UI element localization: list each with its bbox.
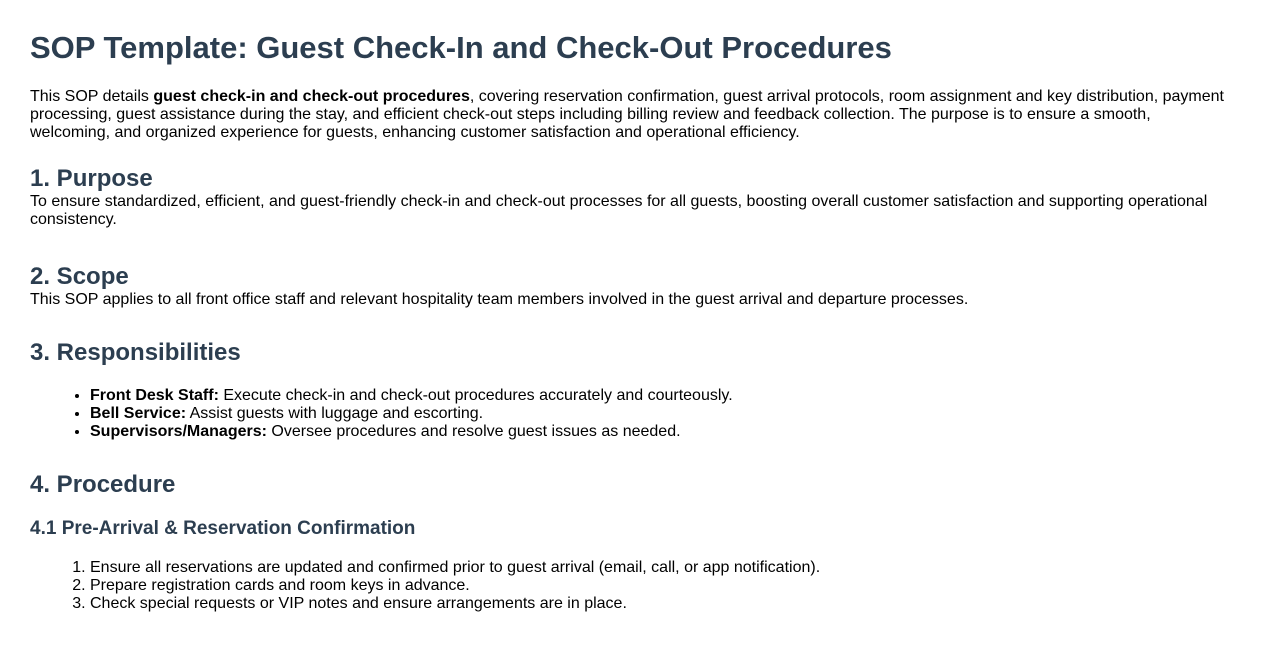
subsection-heading: 4.1 Pre-Arrival & Reservation Confirmation bbox=[30, 518, 416, 539]
scope-text: This SOP applies to all front office staff and relevant hospitality team members involved in the guest arrival and departure processes. bbox=[30, 291, 969, 308]
purpose-text: To ensure standardized, efficient, and guest-friendly check-in and check-out processes for all guests, boosting overall customer satisfaction and supporting operational consistency. bbox=[30, 193, 1208, 228]
role-description: Assist guests with luggage and escorting. bbox=[186, 405, 484, 422]
scope-heading: 2. Scope bbox=[30, 263, 129, 290]
role-description: Execute check-in and check-out procedures accurately and courteously. bbox=[218, 387, 733, 404]
responsibilities-heading: 3. Responsibilities bbox=[30, 339, 241, 366]
role-description: Oversee procedures and resolve guest issues as needed. bbox=[266, 423, 681, 440]
intro-suffix: , covering reservation confirmation, guest arrival protocols, room assignment and key distribution, payment processing, guest assistance during the stay, and efficient check-out steps including billing review and feedback collection. The purpose is to ensure a smooth, welcoming, and organized experience for guests, enhancing customer satisfaction and operational efficiency. bbox=[30, 88, 1224, 141]
responsibilities-list bbox=[30, 387, 1233, 441]
intro-paragraph bbox=[30, 88, 1233, 142]
intro-prefix: This SOP details bbox=[30, 88, 154, 105]
role-label: Front Desk Staff: bbox=[90, 387, 219, 404]
intro-bold: guest check-in and check-out procedures bbox=[153, 88, 470, 105]
list-item bbox=[90, 405, 1233, 423]
procedure-heading: 4. Procedure bbox=[30, 471, 176, 498]
list-item bbox=[90, 423, 1233, 441]
list-item: 1. Ensure all reservations are updated and confirmed prior to guest arrival (email, call, or app notification). bbox=[90, 559, 1233, 577]
page-title: SOP Template: Guest Check-In and Check-Out Procedures bbox=[30, 30, 892, 65]
list-item: 3. Check special requests or VIP notes and ensure arrangements are in place. bbox=[90, 595, 1233, 613]
purpose-heading: 1. Purpose bbox=[30, 165, 153, 192]
list-item: 2. Prepare registration cards and room keys in advance. bbox=[90, 577, 1233, 595]
role-label: Bell Service: bbox=[90, 405, 187, 422]
list-item bbox=[90, 387, 1233, 405]
procedure-steps-list bbox=[30, 559, 1233, 613]
role-label: Supervisors/Managers: bbox=[90, 423, 267, 440]
